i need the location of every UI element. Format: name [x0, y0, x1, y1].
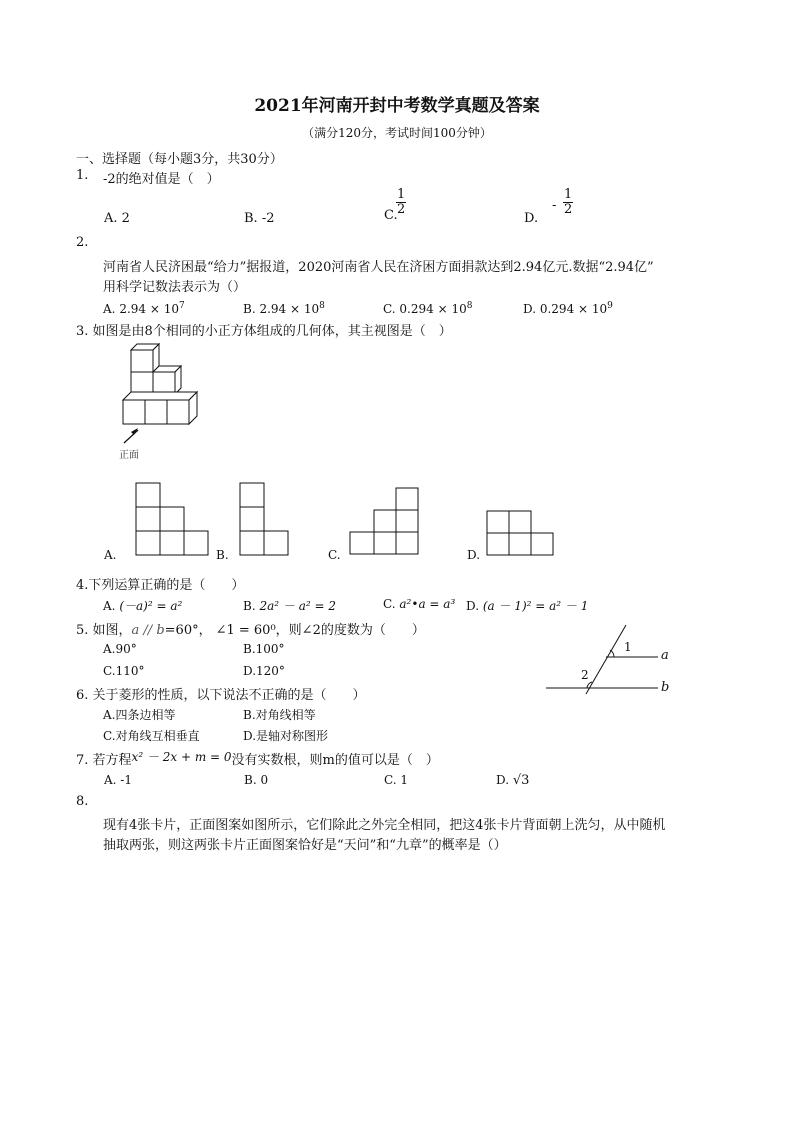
q5-option-a: A.90°: [103, 642, 137, 656]
q7-equation: x² － 2x + m = 0: [131, 750, 232, 764]
q4-option-d: [466, 597, 588, 614]
q5-parallel: a // b: [131, 623, 165, 638]
q1-option-d-fraction: [563, 188, 573, 217]
q2-d-expr: 0.294 × 10: [539, 302, 608, 316]
q5-stem-start: 5. 如图，: [76, 623, 132, 638]
q4-b-label: B.: [243, 599, 256, 613]
q4-option-c: [383, 597, 455, 611]
q3-option-a-label: A.: [104, 548, 117, 562]
q4-a-expr: (－a)² = a²: [119, 599, 183, 613]
q2-a-exp: 7: [178, 301, 185, 311]
q5-stem: [76, 619, 425, 638]
q2-option-b: [243, 301, 325, 316]
q1-option-c-fraction: [396, 188, 406, 217]
q8-line2: 抽取两张，则这两张卡片正面图案恰好是“天问”和“九章”的概率是（）: [103, 838, 507, 853]
q4-a-label: A.: [103, 599, 116, 613]
q2-c-expr: 0.294 × 10: [399, 302, 467, 316]
page-subtitle: （满分120分，考试时间100分钟）: [302, 126, 492, 140]
q5-stem-mid: =60°，: [164, 623, 212, 638]
q2-option-d: [523, 301, 613, 316]
q2-option-c: [383, 301, 472, 316]
q1-c-denominator: 2: [397, 202, 406, 217]
q7-d-expr: √3: [512, 773, 530, 788]
q5-parallel-lines-figure: [540, 620, 680, 700]
q3-option-c-label: C.: [328, 548, 341, 562]
q2-line2: 用科学记数法表示为（）: [103, 280, 247, 295]
q2-a-label: A.: [103, 302, 116, 316]
q7-stem-start: 7. 若方程: [76, 753, 132, 768]
q2-d-exp: 9: [607, 301, 613, 311]
q5-fig-label-a: a: [661, 648, 669, 663]
q3-option-c-figure: [350, 488, 420, 558]
q1-option-d-sign: -: [552, 198, 557, 213]
q1-option-c-label: C.: [384, 208, 398, 223]
q6-stem: 6. 关于菱形的性质，以下说法不正确的是（ ）: [76, 688, 366, 703]
q2-b-label: B.: [243, 302, 256, 316]
q5-fig-label-1: 1: [624, 640, 632, 654]
q7-option-b: B. 0: [244, 773, 269, 787]
q7-option-d: [496, 773, 529, 788]
q5-stem-end: ，则∠2的度数为（ ）: [275, 623, 425, 638]
q7-d-label: D.: [496, 773, 510, 787]
q2-line1: 河南省人民济困最“给力”据报道，2020河南省人民在济困方面捐款达到2.94亿元.数据“2.94亿”: [103, 260, 654, 275]
q4-c-label: C.: [383, 597, 396, 611]
q2-number: 2.: [76, 235, 89, 250]
q7-option-c: C. 1: [384, 773, 409, 787]
q1-d-numerator: 1: [564, 187, 573, 202]
q4-d-expr: (a － 1)² = a² － 1: [482, 599, 589, 613]
q1-d-denominator: 2: [564, 202, 573, 217]
q3-option-a-figure: [136, 483, 210, 557]
q2-b-exp: 8: [319, 301, 325, 311]
q3-stem: 3. 如图是由8个相同的小正方体组成的几何体，其主视图是（ ）: [76, 324, 452, 339]
q1-number: 1.: [76, 168, 89, 183]
page-title: 2021年河南开封中考数学真题及答案: [254, 96, 540, 116]
q7-option-a: A. -1: [104, 773, 132, 787]
q3-option-b-label: B.: [216, 548, 229, 562]
q5-angle: ∠1 = 60⁰: [215, 623, 276, 638]
q6-option-a: A.四条边相等: [103, 708, 176, 722]
q1-option-d-label: D.: [524, 211, 539, 226]
q2-c-exp: 8: [466, 301, 473, 311]
q6-option-b: B.对角线相等: [243, 708, 316, 722]
q3-front-label: 正面: [119, 450, 139, 461]
q4-stem: 4.下列运算正确的是（ ）: [76, 578, 245, 593]
q7-stem: [76, 749, 439, 768]
q5-fig-label-2: 2: [581, 668, 589, 682]
q3-option-d-figure: [487, 511, 557, 559]
q4-b-expr: 2a² － a² = 2: [259, 599, 336, 613]
q4-d-label: D.: [466, 599, 480, 613]
q2-b-expr: 2.94 × 10: [259, 302, 320, 316]
q1-option-a: A. 2: [104, 211, 130, 226]
q5-option-b: B.100°: [243, 642, 285, 656]
q6-option-c: C.对角线互相垂直: [103, 729, 200, 743]
q4-option-a: [103, 597, 182, 614]
q5-option-c: C.110°: [103, 664, 145, 678]
q3-option-d-label: D.: [467, 548, 481, 562]
q6-option-d: D.是轴对称图形: [243, 729, 329, 743]
q3-option-b-figure: [240, 483, 290, 557]
q1-stem: -2的绝对值是（ ）: [103, 172, 220, 187]
q1-option-b: B. -2: [244, 211, 275, 226]
q8-number: 8.: [76, 794, 89, 809]
q7-stem-end: 没有实数根，则m的值可以是（ ）: [231, 753, 439, 768]
q8-line1: 现有4张卡片，正面图案如图所示，它们除此之外完全相同，把这4张卡片背面朝上洗匀，从中随机: [103, 818, 666, 833]
q4-option-b: [243, 597, 336, 614]
q2-option-a: [103, 301, 185, 316]
q5-option-d: D.120°: [243, 664, 285, 678]
q5-fig-label-b: b: [661, 680, 670, 695]
q1-c-numerator: 1: [397, 187, 406, 202]
q2-c-label: C.: [383, 302, 396, 316]
section-heading: 一、选择题（每小题3分，共30分）: [76, 152, 283, 167]
q4-c-expr: a²•a = a³: [399, 597, 456, 611]
q2-a-expr: 2.94 × 10: [119, 302, 179, 316]
q2-d-label: D.: [523, 302, 537, 316]
